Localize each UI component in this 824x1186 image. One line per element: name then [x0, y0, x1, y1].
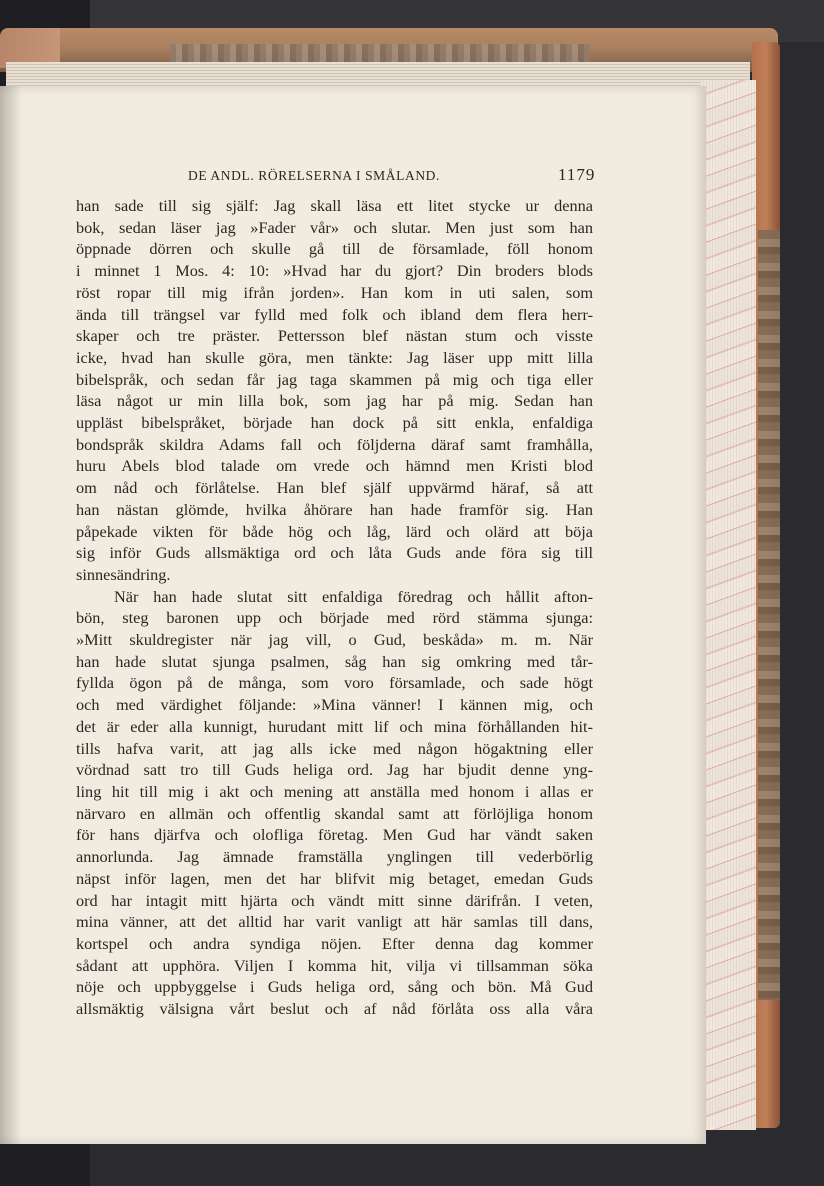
- text-line: röst ropar till mig ifrån jorden». Han kom in uti salen, som: [76, 282, 593, 302]
- text-line: nöje och uppbyggelse i Guds heliga ord, sång och bön. Må Gud: [76, 977, 593, 997]
- text-line: icke, hvad han skulle göra, men tänkte: Jag läser upp mitt lilla: [76, 347, 593, 367]
- text-line: kortspel och andra syndiga nöjen. Efter denna dag kommer: [76, 933, 593, 953]
- text-line: bondspråk skildra Adams fall och följderna däraf samt framhålla,: [76, 434, 593, 454]
- text-line: sig inför Guds allsmäktiga ord och låta Guds ande föra sig till: [76, 543, 593, 563]
- text-line: skaper och tre präster. Pettersson blef nästan stum och visste: [76, 326, 593, 346]
- book-cover-band: [170, 44, 590, 64]
- text-line: ända till trängsel var fylld med folk och ibland dem flera herr-: [76, 304, 593, 324]
- text-line: tills hafva varit, att jag alls icke med någon högaktning eller: [76, 738, 593, 758]
- text-line: sådant att upphöra. Viljen I komma hit, vilja vi tillsamman söka: [76, 955, 593, 975]
- text-line: han nästan glömde, hvilka åhörare han hade framför sig. Han: [76, 499, 593, 519]
- page-gutter-shadow: [0, 86, 22, 1144]
- text-line: läsa något ur min lilla bok, som jag har på mig. Sedan han: [76, 391, 593, 411]
- text-line: »Mitt skuldregister när jag vill, o Gud, beskåda» m. m. När: [76, 630, 593, 650]
- page-stack-edge: [700, 80, 756, 1130]
- text-line: för hans djärfva och olofliga företag. Men Gud har vändt saken: [76, 825, 593, 845]
- text-line: fyllda ögon på de många, som voro församlade, och sade högt: [76, 673, 593, 693]
- text-line: mina vänner, att det alltid har varit vanligt att här samlas till dans,: [76, 912, 593, 932]
- text-line: ling hit till mig i akt och mening att anställa med honom i allas er: [76, 781, 593, 801]
- text-line: bok, sedan läser jag »Fader vår» och slutar. Men just som han: [76, 217, 593, 237]
- text-line: annorlunda. Jag ämnade framställa ynglingen till vederbörlig: [76, 847, 593, 867]
- text-line: ord har intagit mitt hjärta och vändt mitt sinne därifrån. I veten,: [76, 890, 593, 910]
- text-line: vördnad satt tro till Guds heliga ord. Jag har bjudit denne yng-: [76, 760, 593, 780]
- text-line: bibelspråk, och sedan får jag taga skammen på mig och tiga eller: [76, 369, 593, 389]
- text-line: närvaro en allmän och offentlig skandal samt att förlöjliga honom: [76, 803, 593, 823]
- text-line: uppläst bibelspråket, började han dock på sitt enkla, enfaldiga: [76, 413, 593, 433]
- text-line: öppnade dörren och skulle gå till de församlade, föll honom: [76, 239, 593, 259]
- text-line: allsmäktig välsigna vårt beslut och af nåd förlåta oss alla våra: [76, 999, 593, 1019]
- text-line: och med värdighet följande: »Mina vänner! I kännen mig, och: [76, 695, 593, 715]
- page-number: 1179: [558, 165, 596, 184]
- text-line: näpst inför lagen, men det har blifvit mig betaget, emedan Guds: [76, 868, 593, 888]
- running-head: DE ANDL. RÖRELSERNA I SMÅLAND.: [188, 168, 441, 183]
- text-line: När han hade slutat sitt enfaldiga föredrag och hållit afton-: [114, 586, 593, 606]
- book-cover-texture: [758, 230, 780, 1000]
- text-line: sinnesändring.: [76, 564, 171, 584]
- text-line: huru Abels blod talade om vrede och hämnd men Kristi blod: [76, 456, 593, 476]
- text-line: om nåd och förlåtelse. Han blef själf uppvärmd häraf, så att: [76, 478, 593, 498]
- text-line: han hade slutat sjunga psalmen, såg han sig omkring med tår-: [76, 651, 593, 671]
- text-line: i minnet 1 Mos. 4: 10: »Hvad har du gjort? Din broders blods: [76, 261, 593, 281]
- body-text: [76, 195, 593, 1020]
- page-stack-top: [6, 62, 750, 88]
- text-line: påpekade vikten för både hög och låg, lärd och olärd att böja: [76, 521, 593, 541]
- text-line: det är eder alla kunnigt, hurudant mitt lif och mina förhållanden hit-: [76, 716, 593, 736]
- text-line: bön, steg baronen upp och började med rörd stämma sjunga:: [76, 608, 593, 628]
- text-line: han sade till sig själf: Jag skall läsa ett litet stycke ur denna: [76, 196, 593, 215]
